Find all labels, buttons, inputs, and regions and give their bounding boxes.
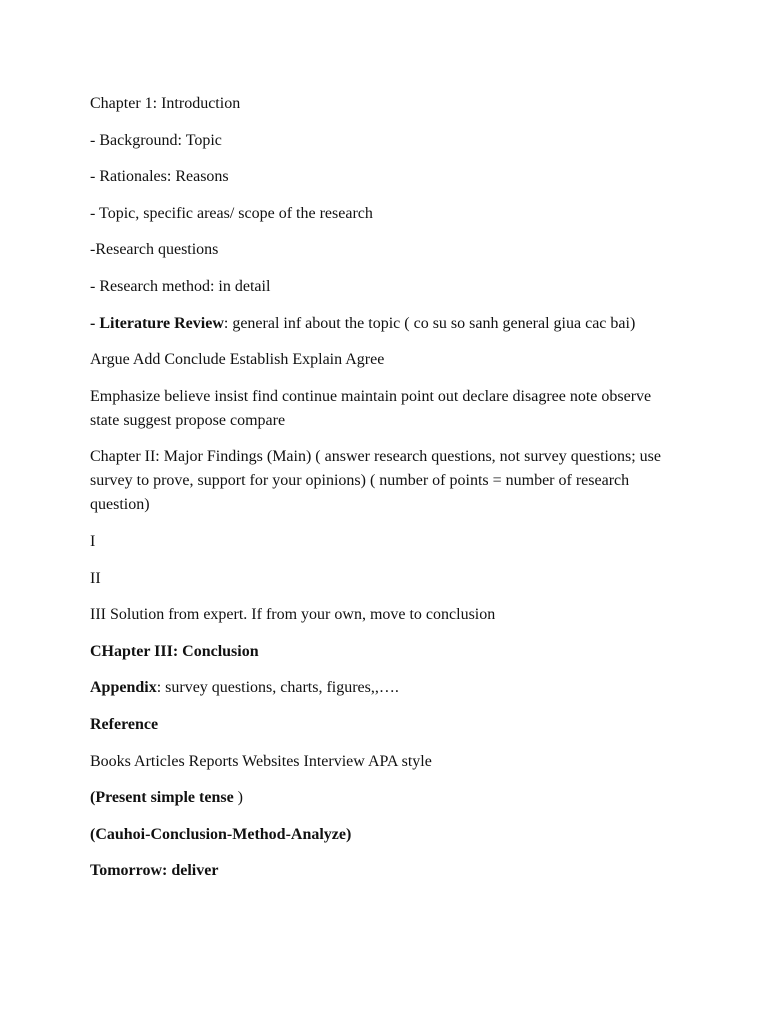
reporting-verbs-line-2: Emphasize believe insist find continue maintain point out declare disagree note observe state suggest propose compare xyxy=(90,387,652,429)
appendix-label: Appendix xyxy=(90,679,157,697)
rationales-item: - Rationales: Reasons xyxy=(90,168,229,186)
appendix-text: : survey questions, charts, figures,,…. xyxy=(156,679,399,697)
research-questions-item: -Research questions xyxy=(90,241,219,259)
chapter1-heading: Chapter 1: Introduction xyxy=(90,95,241,112)
literature-review-item xyxy=(90,312,670,336)
document-page xyxy=(90,92,670,896)
chapter2-paragraph: Chapter II: Major Findings (Main) ( answer research questions, not survey questions; use survey to prove, support for your opinions) ( number of points = number of research question) xyxy=(90,448,661,514)
order-note: (Cauhoi-Conclusion-Method-Analyze) xyxy=(90,825,352,843)
topic-scope-item: - Topic, specific areas/ scope of the research xyxy=(90,204,373,222)
present-simple-label: (Present simple tense xyxy=(90,789,234,807)
research-method-item: - Research method: in detail xyxy=(90,277,271,295)
background-item: - Background: Topic xyxy=(90,131,222,149)
finding-item-i: I xyxy=(90,532,96,550)
appendix-item xyxy=(90,676,670,700)
literature-review-label: - Literature Review xyxy=(90,314,224,332)
reference-sources: Books Articles Reports Websites Interview APA style xyxy=(90,752,432,770)
reporting-verbs-line-1: Argue Add Conclude Establish Explain Agree xyxy=(90,351,385,369)
finding-item-iii: III Solution from expert. If from your own, move to conclusion xyxy=(90,606,496,624)
literature-review-text: : general inf about the topic ( co su so sanh general giua cac bai) xyxy=(223,314,636,332)
tomorrow-note: Tomorrow: deliver xyxy=(90,862,219,880)
finding-item-ii: II xyxy=(90,569,101,587)
present-simple-note xyxy=(90,786,670,810)
reference-heading: Reference xyxy=(90,715,159,733)
chapter3-heading: CHapter III: Conclusion xyxy=(90,642,259,660)
present-simple-close: ) xyxy=(233,789,243,807)
